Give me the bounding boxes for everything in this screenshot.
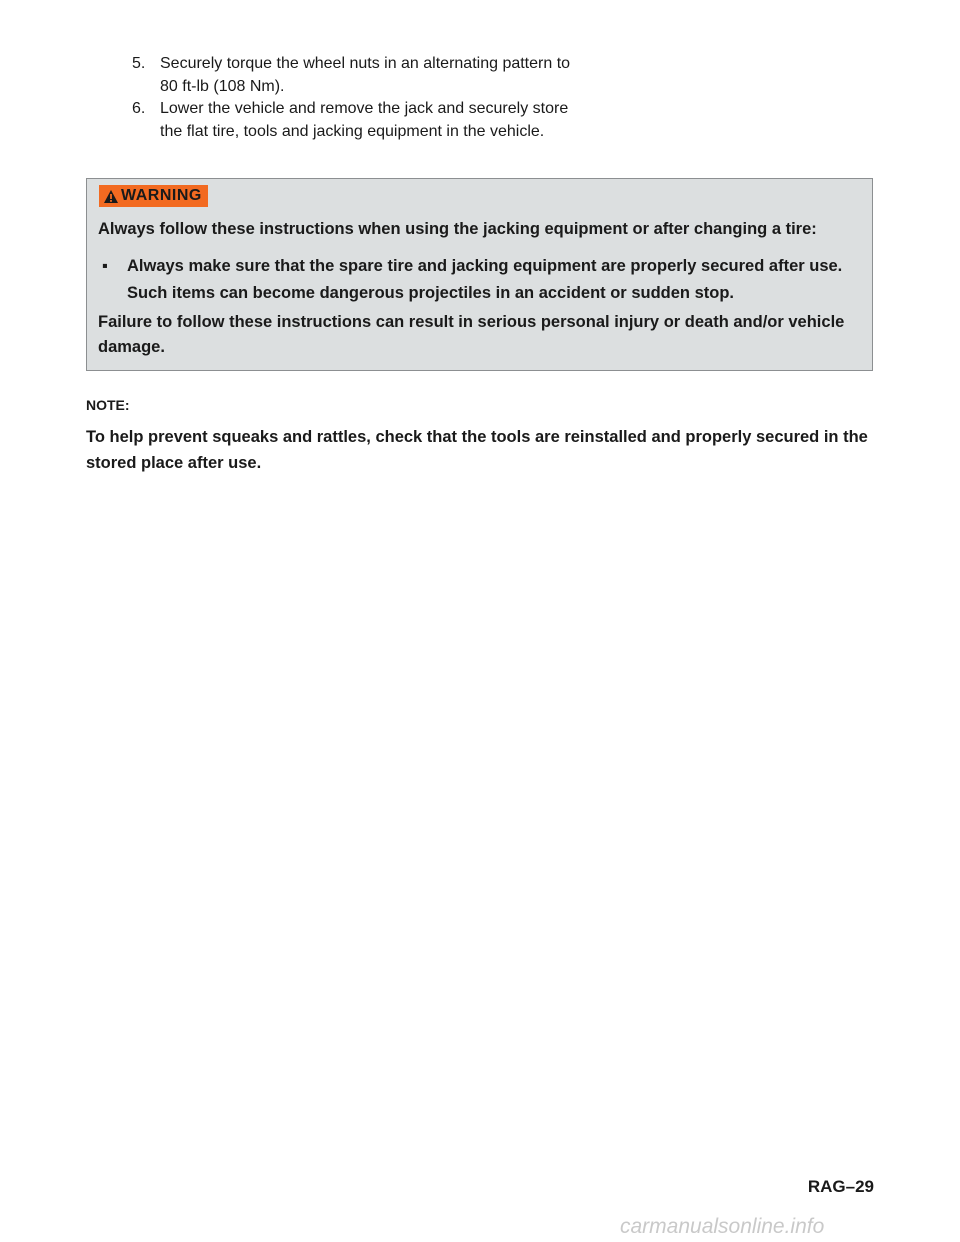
note-text: To help prevent squeaks and rattles, check that the tools are reinstalled and properly secured in the stored place after use. [86, 428, 868, 472]
warning-label [99, 185, 208, 207]
step-number: 6. [132, 100, 146, 117]
warning-intro: Always follow these instructions when using the jacking equipment or after changing a tire: [98, 220, 817, 238]
step-number: 5. [132, 55, 146, 72]
warning-triangle-icon [103, 189, 119, 204]
step-item [132, 98, 572, 143]
warning-bullet [98, 253, 862, 307]
step-item [132, 53, 572, 98]
page-number: RAG–29 [807, 1177, 874, 1196]
step-text: Lower the vehicle and remove the jack and securely store the flat tire, tools and jacking equipment in the vehicle. [160, 100, 569, 140]
warning-label-text: WARNING [121, 187, 202, 204]
bullet-marker: ▪ [102, 257, 108, 275]
step-text: Securely torque the wheel nuts in an alternating pattern to 80 ft-lb (108 Nm). [160, 55, 571, 95]
warning-consequence: Failure to follow these instructions can result in serious personal injury or death and/or vehicle damage. [98, 313, 845, 356]
step-list [132, 53, 572, 143]
note-label: NOTE: [86, 397, 130, 413]
watermark: carmanualsonline.info [620, 1215, 825, 1238]
warning-bullet-text: Always make sure that the spare tire and jacking equipment are properly secured after use. Such items can become dangerous projectiles in an accident or sudden stop. [127, 257, 843, 302]
